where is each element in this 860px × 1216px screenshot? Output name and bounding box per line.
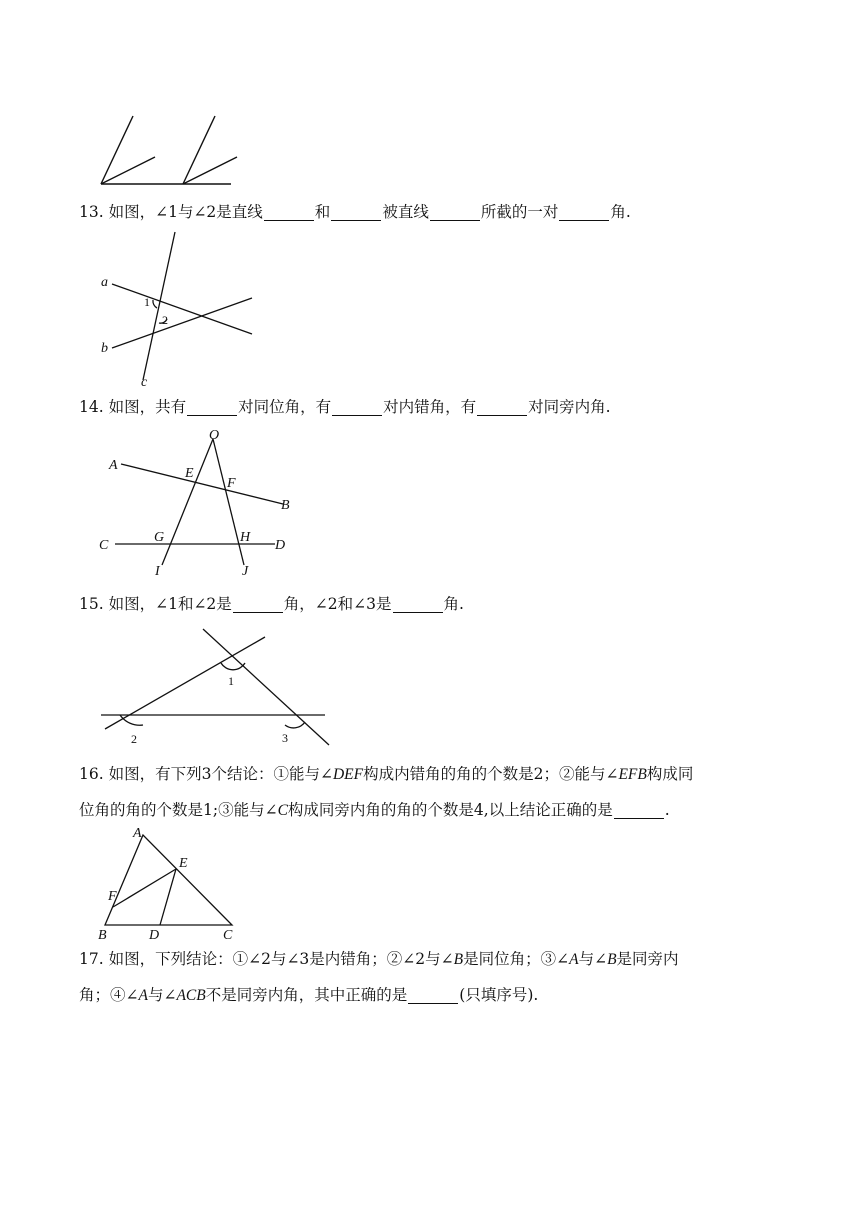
- question-14: 14. 如图，共有 对同位角，有 对内错角，有 对同旁内角.: [79, 398, 611, 416]
- question-number: 14.: [79, 398, 104, 416]
- label-C: C: [99, 538, 109, 553]
- label-angle-2: 2: [131, 732, 137, 746]
- answer-blank[interactable]: [614, 800, 664, 819]
- question-number: 17.: [79, 950, 104, 968]
- label-A: A: [109, 458, 118, 473]
- label-A: A: [133, 826, 142, 841]
- answer-blank[interactable]: [408, 985, 458, 1004]
- label-B: B: [98, 928, 107, 943]
- label-C: C: [223, 928, 233, 943]
- label-J: J: [242, 564, 249, 579]
- label-B: B: [281, 498, 290, 513]
- question-number: 13.: [79, 203, 104, 221]
- answer-blank[interactable]: [264, 202, 314, 221]
- answer-blank[interactable]: [559, 202, 609, 221]
- label-angle-3: 3: [282, 731, 288, 745]
- answer-blank[interactable]: [430, 202, 480, 221]
- figure-q13: [95, 228, 265, 388]
- label-D: D: [275, 538, 286, 553]
- label-a: a: [101, 275, 108, 290]
- question-15: 15. 如图，∠1和∠2是 角，∠2和∠3是 角.: [79, 595, 464, 613]
- question-number: 16.: [79, 765, 104, 783]
- answer-blank[interactable]: [331, 202, 381, 221]
- label-O: O: [209, 428, 220, 443]
- question-17-line-1: 17. 如图，下列结论：①∠2与∠3是内错角；②∠2与∠B是同位角；③∠A与∠B是同旁内: [79, 950, 679, 968]
- question-number: 15.: [79, 595, 104, 613]
- label-F: F: [227, 476, 236, 491]
- label-c: c: [141, 375, 148, 390]
- figure-q14: [95, 425, 305, 580]
- label-E: E: [179, 856, 188, 871]
- question-17-line-2: 角；④∠A与∠ACB不是同旁内角，其中正确的是 (只填序号).: [79, 986, 539, 1004]
- label-angle-1: 1: [228, 674, 234, 688]
- answer-blank[interactable]: [233, 594, 283, 613]
- figure-angles-top: [95, 110, 245, 190]
- question-16-line-1: 16. 如图，有下列3个结论：①能与∠DEF构成内错角的角的个数是2；②能与∠EFB构成同: [79, 765, 694, 783]
- figure-q16: [95, 825, 245, 945]
- label-H: H: [240, 530, 251, 545]
- figure-q15: [95, 625, 335, 750]
- label-angle-2: 2: [162, 313, 168, 327]
- label-b: b: [101, 341, 108, 356]
- label-angle-1: 1: [144, 295, 150, 309]
- answer-blank[interactable]: [393, 594, 443, 613]
- answer-blank[interactable]: [187, 397, 237, 416]
- label-F: F: [108, 889, 117, 904]
- label-E: E: [185, 466, 194, 481]
- label-I: I: [155, 564, 160, 579]
- label-G: G: [154, 530, 165, 545]
- answer-blank[interactable]: [332, 397, 382, 416]
- question-13: 13. 如图，∠1与∠2是直线 和 被直线 所截的一对 角.: [79, 203, 631, 221]
- question-16-line-2: 位角的角的个数是1;③能与∠C构成同旁内角的角的个数是4,以上结论正确的是 .: [79, 801, 670, 819]
- answer-blank[interactable]: [477, 397, 527, 416]
- label-D: D: [149, 928, 160, 943]
